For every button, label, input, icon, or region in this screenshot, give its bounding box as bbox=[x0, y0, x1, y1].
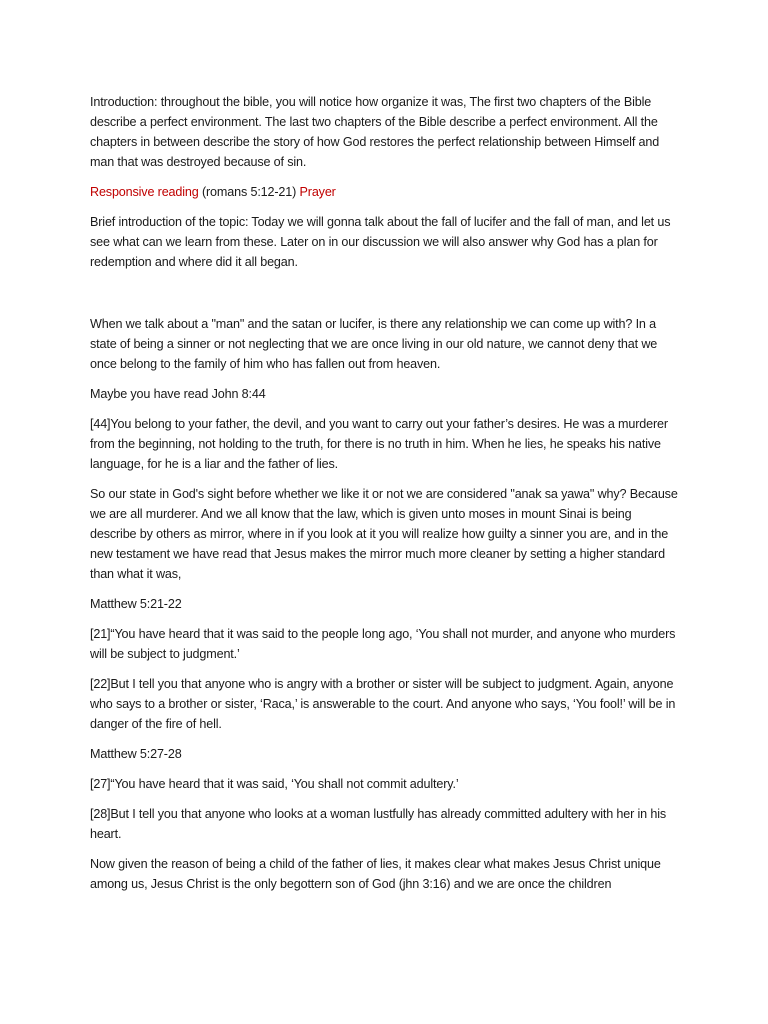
matthew-verse-28: [28]But I tell you that anyone who looks at a woman lustfully has already committed adultery with her in his heart. bbox=[90, 807, 667, 841]
matthew-verse-22: [22]But I tell you that anyone who is angry with a brother or sister will be subject to judgment. Again, anyone who says to a brother or sister, ‘Raca,’ is answerable to the court. And anyone who says, ‘You fool!’ will be in danger of the fire of hell. bbox=[90, 677, 676, 731]
document-body bbox=[90, 92, 680, 894]
responsive-reading-reference: (romans 5:12-21) bbox=[198, 185, 300, 199]
state-paragraph: So our state in God's sight before whether we like it or not we are considered "anak sa yawa" why? Because we are all murderer. And we all know that the law, which is given unto moses in mount Sinai is being describe by others as mirror, where in if you look at it you will realize how guilty a sinner you are, and in the new testament we have read that Jesus makes the mirror much more cleaner by setting a higher standard than what it was, bbox=[90, 487, 678, 581]
conclusion-paragraph: Now given the reason of being a child of the father of lies, it makes clear what makes Jesus Christ unique among us, Jesus Christ is the only begottern son of God (jhn 3:16) and we are once the children bbox=[90, 857, 661, 891]
responsive-reading-label: Responsive reading bbox=[90, 185, 199, 199]
responsive-reading-line bbox=[90, 182, 680, 202]
matthew-reference-21-22: Matthew 5:21-22 bbox=[90, 597, 182, 611]
matthew-verse-27: [27]“You have heard that it was said, ‘You shall not commit adultery.’ bbox=[90, 777, 459, 791]
john-verse-44: [44]You belong to your father, the devil, and you want to carry out your father’s desires. He was a murderer from the beginning, not holding to the truth, for there is no truth in him. When he lies, he speaks his native language, for he is a liar and the father of lies. bbox=[90, 417, 668, 471]
relationship-paragraph: When we talk about a "man" and the satan or lucifer, is there any relationship we can come up with? In a state of being a sinner or not neglecting that we are once living in our old nature, we cannot deny that we once belong to the family of him who has fallen out from heaven. bbox=[90, 317, 658, 371]
john-reference: Maybe you have read John 8:44 bbox=[90, 387, 266, 401]
brief-introduction-paragraph: Brief introduction of the topic: Today we will gonna talk about the fall of lucifer and the fall of man, and let us see what can we learn from these. Later on in our discussion we will also answer why God has a plan for redemption and where did it all began. bbox=[90, 215, 671, 269]
matthew-reference-27-28: Matthew 5:27-28 bbox=[90, 747, 182, 761]
introduction-paragraph: Introduction: throughout the bible, you will notice how organize it was, The first two chapters of the Bible describe a perfect environment. The last two chapters of the Bible describe a perfect environment. All the chapters in between describe the story of how God restores the perfect relationship between Himself and man that was destroyed because of sin. bbox=[90, 95, 660, 169]
matthew-verse-21: [21]“You have heard that it was said to the people long ago, ‘You shall not murder, and anyone who murders will be subject to judgment.’ bbox=[90, 627, 676, 661]
prayer-label: Prayer bbox=[299, 185, 336, 199]
